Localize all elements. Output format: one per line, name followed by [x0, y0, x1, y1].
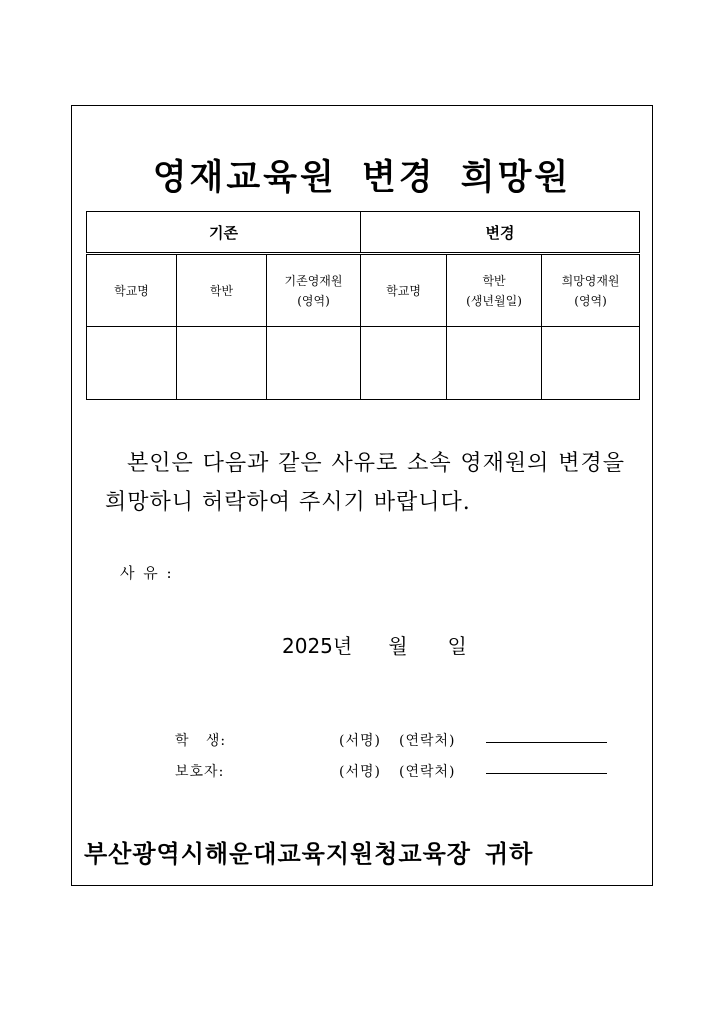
signature-sign: (서명): [339, 733, 381, 749]
input-cell-new-school[interactable]: [361, 327, 447, 400]
signature-label: 보호자:: [175, 764, 225, 780]
date-year: 2025년: [282, 634, 353, 658]
column-sublabel: (영역): [574, 293, 607, 308]
column-header-desired-center: [542, 254, 640, 327]
page-title: 영재교육원 변경 희망원: [152, 157, 572, 198]
contact-blank-line[interactable]: [486, 742, 607, 743]
group-header-change: 변경: [361, 212, 640, 254]
group-header-existing: 기존: [87, 212, 361, 254]
input-cell-desired-center[interactable]: [542, 327, 640, 400]
signature-contact: (연락처): [399, 733, 456, 749]
statement-paragraph: [105, 444, 625, 522]
date-line: [282, 630, 467, 659]
signature-contact: (연락처): [399, 764, 456, 780]
column-sublabel: (생년월일): [466, 293, 522, 308]
column-header-new-school: [361, 254, 447, 327]
column-label: 학교명: [114, 283, 149, 298]
contact-blank-line[interactable]: [486, 773, 607, 774]
column-header-new-class: [447, 254, 542, 327]
input-cell-existing-center[interactable]: [267, 327, 361, 400]
date-day: 일: [447, 634, 467, 658]
column-header-existing-center: [267, 254, 361, 327]
column-label: 학반: [482, 273, 506, 288]
reason-label: 사 유 :: [120, 564, 174, 582]
column-sublabel: (영역): [297, 293, 330, 308]
footer-recipient: [84, 834, 533, 869]
signature-sign: (서명): [339, 764, 381, 780]
input-cell-school[interactable]: [87, 327, 177, 400]
change-form-table: [86, 211, 640, 400]
statement-text: 본인은 다음과 같은 사유로 소속 영재원의 변경을 희망하니 허락하여 주시기 바랍니다.: [105, 451, 625, 515]
signature-label: 학 생:: [175, 733, 227, 749]
column-label: 기존영재원: [284, 273, 343, 288]
recipient-suffix: 귀하: [484, 839, 534, 868]
recipient-name: 부산광역시해운대교육지원청교육장: [84, 839, 471, 868]
input-cell-new-class[interactable]: [447, 327, 542, 400]
column-label: 학반: [209, 283, 234, 298]
column-label: 희망영재원: [561, 273, 620, 288]
column-header-class: [177, 254, 267, 327]
column-label: 학교명: [386, 283, 421, 298]
date-month: 월: [388, 634, 408, 658]
column-header-school: [87, 254, 177, 327]
input-cell-class[interactable]: [177, 327, 267, 400]
